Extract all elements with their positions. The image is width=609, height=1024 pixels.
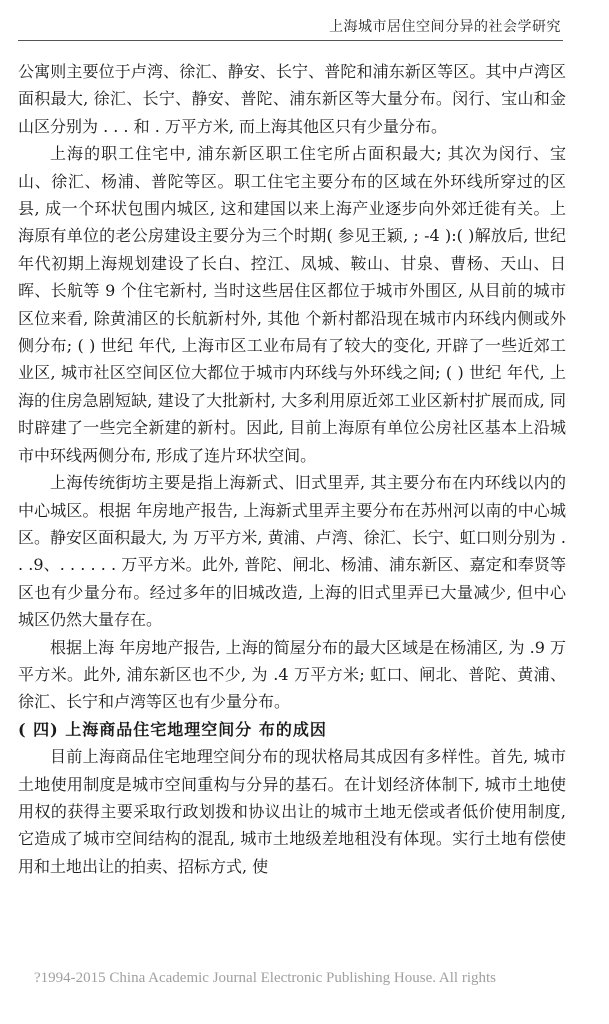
copyright-footer: ?1994-2015 China Academic Journal Electronic Publishing House. All rights: [34, 970, 497, 986]
article-body: [18, 58, 566, 880]
section-heading: ( 四) 上海商品住宅地理空间分 布的成因: [18, 719, 327, 739]
paragraph-2: 上海的职工住宅中, 浦东新区职工住宅所占面积最大; 其次为闵行、宝山、徐汇、杨浦、普陀等区。职工住宅主要分布的区域在外环线所穿过的区县, 成一个环状包围内城区, 这和建国以来上海产业逐步向外郊迁徙有关。上海原有单位的老公房建设主要分为三个时期( 参见王颖, ; -4 ):( )解放后, 世纪 年代初期上海规划建设了长白、控江、凤城、鞍山、甘泉、曹杨、天山、日晖、长航等 9 个住宅新村, 当时这些居住区都位于城市外围区, 从目前的城市区位来看, 除黄浦区的长航新村外, 其他 个新村都沿现在城市内环线内侧或外侧分布; ( ) 世纪 年代, 上海市区工业布局有了较大的变化, 开辟了一些近郊工业区, 城市社区空间区位大都位于城市内环线与外环线之间; ( ) 世纪 年代, 上海的住房急剧短缺, 建设了大批新村, 大多利用原近郊工业区新村扩展而成, 同时辟建了一些完全新建的新村。因此, 目前上海原有单位公房社区基本上沿城市中环线两侧分布, 形成了连片环状空间。: [18, 144, 566, 465]
paragraph-5: 目前上海商品住宅地理空间分布的现状格局其成因有多样性。首先, 城市土地使用制度是城市空间重构与分异的基石。在计划经济体制下, 城市土地使用权的获得主要采取行政划拨和协议出让的城市土地无偿或者低价使用制度, 它造成了城市空间结构的混乱, 城市土地级差地租没有体现。实行土地有偿使用和土地出让的拍卖、招标方式, 使: [18, 747, 566, 876]
running-header: 上海城市居住空间分异的社会学研究: [329, 19, 561, 35]
paragraph-4: 根据上海 年房地产报告, 上海的简屋分布的最大区域是在杨浦区, 为 .9 万平方米。此外, 浦东新区也不少, 为 .4 万平方米; 虹口、闸北、普陀、黄浦、徐汇、长宁和卢湾等区也有少量分布。: [18, 637, 566, 712]
header-rule: [18, 40, 563, 41]
paragraph-3: 上海传统街坊主要是指上海新式、旧式里弄, 其主要分布在内环线以内的中心城区。根据 年房地产报告, 上海新式里弄主要分布在苏州河以南的中心城区。静安区面积最大, 为 万平方米, 黄浦、卢湾、徐汇、长宁、虹口则分别为 . . .9、. . . . . . 万平方米。此外, 普陀、闸北、杨浦、浦东新区、嘉定和奉贤等区也有少量分布。经过多年的旧城改造, 上海的旧式里弄已大量减少, 但中心城区仍然大量存在。: [18, 473, 566, 630]
paragraph-1: 公寓则主要位于卢湾、徐汇、静安、长宁、普陀和浦东新区等区。其中卢湾区面积最大, 徐汇、长宁、静安、普陀、浦东新区等大量分布。闵行、宝山和金山区分别为 . . . 和 . 万平方米, 而上海其他区只有少量分布。: [18, 62, 566, 136]
